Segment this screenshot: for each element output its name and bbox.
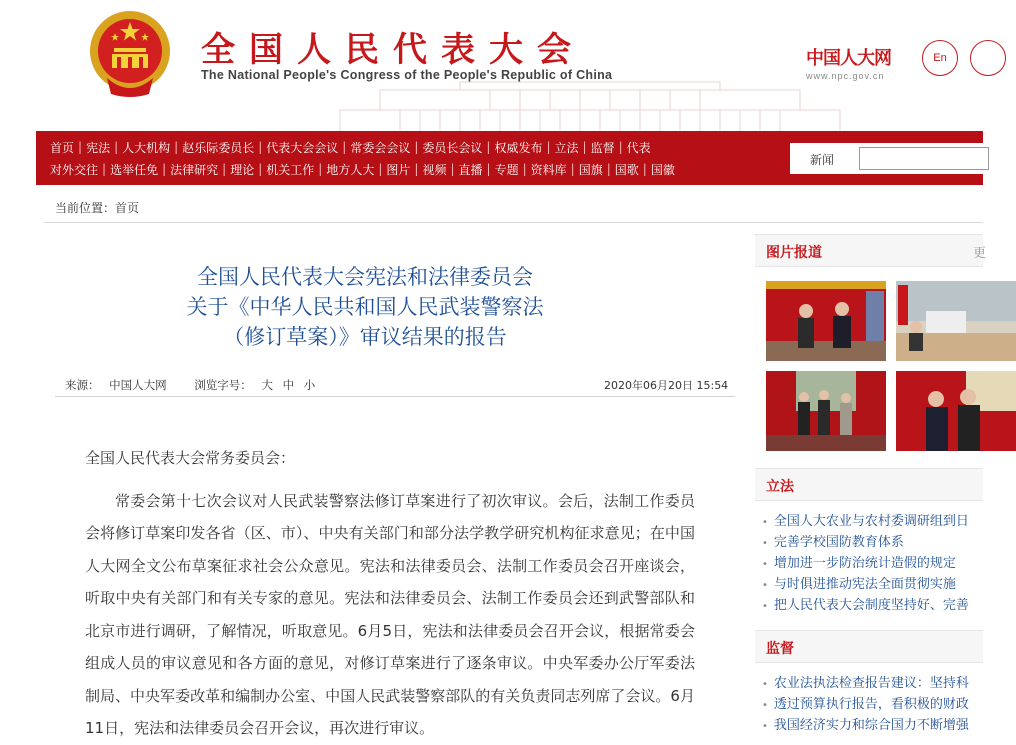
npc-logo[interactable] [806,44,891,81]
english-button[interactable]: En [922,40,958,76]
news-list-item-text: 全国人大农业与农村委调研组到日 [773,514,969,529]
more-link[interactable]: 更 [973,246,987,261]
nav-separator: | [570,162,575,176]
jiandu-section-title[interactable]: 监督 [766,641,794,657]
nav-separator: | [162,162,167,176]
article-title-line-1: 全国人民代表大会宪法和法律委员会 [197,265,533,289]
sidebar [755,234,987,267]
nav-item[interactable]: 常委会会议 [350,140,411,155]
npc-logo-text: 中国人大网 [806,48,891,69]
nav-item[interactable]: 视频 [422,162,447,177]
font-small-button[interactable]: 小 [303,378,316,392]
site-title-en: The National People's Congress of the People's Republic of China [201,68,613,82]
nav-item[interactable]: 人大机构 [122,140,171,155]
nav-separator: | [522,162,527,176]
photo-thumbnail[interactable] [896,371,983,451]
news-list-item-text: 与时俱进推动宪法全面贯彻实施 [773,577,956,592]
bullet-icon: • [762,538,768,549]
article-meta [65,377,321,393]
lifa-section-title[interactable]: 立法 [766,479,794,495]
nav-separator: | [258,162,263,176]
nav-separator: | [486,140,491,154]
news-list-item[interactable] [762,673,983,694]
nav-item[interactable]: 法律研究 [170,162,219,177]
news-list-item-text: 增加进一步防治统计造假的规定 [773,556,956,571]
news-list-item-text: 完善学校国防教育体系 [773,535,904,550]
nav-item[interactable]: 资料库 [530,162,567,177]
main-nav [36,131,983,185]
nav-item[interactable]: 直播 [458,162,483,177]
nav-item[interactable]: 选举任免 [110,162,159,177]
news-list-item-text: 我国经济实力和综合国力不断增强 [773,718,969,733]
nav-item[interactable]: 机关工作 [266,162,315,177]
photos-section-header [755,234,987,267]
nav-separator: | [378,162,383,176]
font-size-label: 浏览字号： [194,378,252,392]
news-list-item[interactable] [762,553,983,574]
article-paragraph: 常委会第十七次会议对人民武装警察法修订草案进行了初次审议。会后，法制工作委员会将修订草案印发各省（区、市）、中央有关部门和部分法学教学研究机构征求意见；在中国人大网全文公布草案征求社会公众意见。宪法和法律委员会、法制工作委员会召开座谈会，听取中央有关部门和有关专家的意见。宪法和法律委员会、法制工作委员会还到武警部队和北京市进行调研，了解情况，听取意见。6月5日，宪法和法律委员会召开会议，根据常委会组成人员的审议意见和各方面的意见，对修订草案进行了逐条审议。中央军委办公厅军委法制局、中央军委改革和编制办公室、中国人民武装警察部队的有关负责同志列席了会议。6月11日，宪法和法律委员会召开会议，再次进行审议。 [85,491,695,737]
lifa-news-list [762,511,983,616]
divider [44,222,983,223]
article-title-line-2: 关于《中华人民共和国人民武装警察法 [186,295,544,319]
nav-item[interactable]: 地方人大 [326,162,375,177]
news-list-item[interactable] [762,694,983,715]
national-emblem-icon [87,8,173,98]
article-body [85,442,695,745]
other-language-button[interactable] [970,40,1006,76]
nav-item[interactable]: 监督 [590,140,615,155]
nav-separator: | [546,140,551,154]
bullet-icon: • [762,517,768,528]
news-list-item-text: 农业法执法检查报告建议：坚持科 [773,676,969,691]
article-title [140,262,590,352]
nav-separator: | [78,140,83,154]
bullet-icon: • [762,580,768,591]
nav-item[interactable]: 代表大会会议 [266,140,339,155]
nav-item[interactable]: 委员长会议 [422,140,483,155]
nav-separator: | [342,140,347,154]
nav-item[interactable]: 理论 [230,162,255,177]
jiandu-news-list [762,673,983,736]
bullet-icon: • [762,721,768,732]
news-list-item[interactable] [762,715,983,736]
photos-section-title[interactable]: 图片报道 [766,245,822,261]
nav-item[interactable]: 国旗 [578,162,603,177]
nav-separator: | [318,162,323,176]
nav-separator: | [486,162,491,176]
nav-separator: | [258,140,263,154]
nav-separator: | [114,140,119,154]
article-salutation: 全国人民代表大会常务委员会： [85,449,296,467]
font-medium-button[interactable]: 中 [282,378,295,392]
site-title-cn: 全国人民代表大会 [201,30,585,70]
nav-separator: | [414,140,419,154]
article-title-line-3: （修订草案）》审议结果的报告 [223,325,507,349]
nav-item[interactable]: 首页 [50,140,75,155]
nav-separator: | [606,162,611,176]
nav-separator: | [102,162,107,176]
nav-separator: | [174,140,179,154]
nav-separator: | [582,140,587,154]
font-large-button[interactable]: 大 [261,378,273,392]
great-hall-silhouette [340,80,840,131]
lifa-section-header [755,468,983,501]
photo-thumbnail[interactable] [896,281,983,361]
nav-item[interactable]: 赵乐际委员长 [182,140,255,155]
photo-thumbnail[interactable] [766,371,886,451]
nav-separator: | [450,162,455,176]
nav-row-1 [50,136,810,158]
nav-item[interactable]: 对外交往 [50,162,99,177]
source-label: 来源： [65,378,100,392]
nav-row-2 [50,158,810,180]
news-list-item[interactable] [762,595,983,616]
news-list-item-text: 把人民代表大会制度坚持好、完善 [773,598,969,613]
nav-item[interactable]: 专题 [494,162,519,177]
breadcrumb-label: 当前位置： [55,201,116,215]
news-list-item[interactable] [762,574,983,595]
breadcrumb [55,199,139,216]
breadcrumb-home[interactable]: 首页 [115,201,140,215]
bullet-icon: • [762,559,768,570]
npc-logo-url: www.npc.gov.cn [806,71,885,81]
nav-item[interactable]: 国歌 [614,162,639,177]
news-list-item-text: 透过预算执行报告，看积极的财政 [773,697,969,712]
jiandu-section-header [755,630,983,663]
bullet-icon: • [762,700,768,711]
divider [55,396,735,397]
site-header [0,0,983,131]
nav-separator: | [618,140,623,154]
nav-separator: | [222,162,227,176]
search-label: 新闻 [810,153,835,167]
nav-item[interactable]: 图片 [386,162,411,177]
photo-thumbnail[interactable] [766,281,886,361]
nav-item[interactable]: 国徽 [650,162,675,177]
search-input[interactable] [859,147,989,170]
news-list-item[interactable] [762,532,983,553]
source-value: 中国人大网 [109,378,167,392]
bullet-icon: • [762,679,768,690]
nav-separator: | [414,162,419,176]
nav-item[interactable]: 代表 [626,140,651,155]
bullet-icon: • [762,601,768,612]
publish-date: 2020年06月20日 15:54 [604,379,729,392]
nav-item[interactable]: 宪法 [86,140,111,155]
nav-item[interactable]: 权威发布 [494,140,543,155]
news-list-item[interactable] [762,511,983,532]
search-box [790,143,983,174]
nav-separator: | [642,162,647,176]
nav-item[interactable]: 立法 [554,140,579,155]
